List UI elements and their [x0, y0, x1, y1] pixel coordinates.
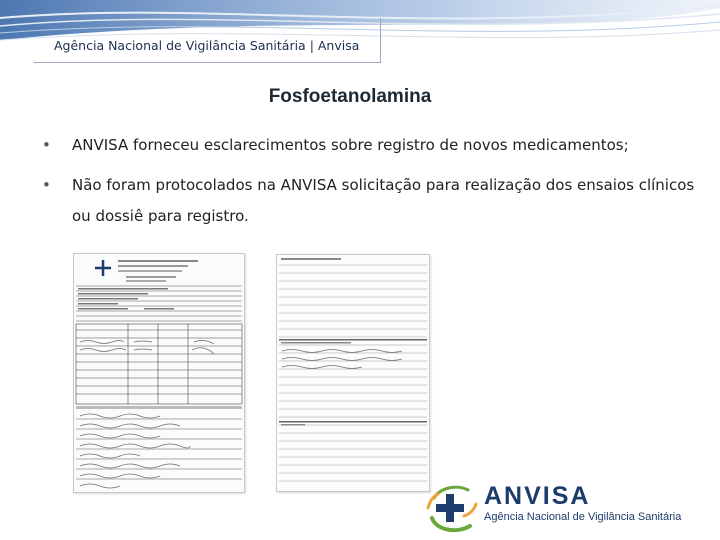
bullet-list	[42, 130, 702, 241]
anvisa-logo	[426, 480, 716, 536]
bullet-marker: •	[42, 176, 51, 194]
scanned-lined-document	[276, 254, 430, 492]
bullet-item	[42, 170, 702, 232]
header-divider	[34, 62, 380, 63]
logo-subtitle: Agência Nacional de Vigilância Sanitária	[484, 511, 682, 523]
logo-wordmark: ANVISA	[484, 482, 591, 510]
bullet-item	[42, 130, 702, 161]
agency-header: Agência Nacional de Vigilância Sanitária | Anvisa	[54, 38, 360, 53]
anvisa-cross-icon	[426, 480, 478, 536]
bullet-text: Não foram protocolados na ANVISA solicitação para realização dos ensaios clínicos ou dossiê para registro.	[72, 176, 695, 225]
slide-title: Fosfoetanolamina	[268, 86, 432, 107]
bullet-text: ANVISA forneceu esclarecimentos sobre registro de novos medicamentos;	[72, 136, 629, 154]
scanned-form-document	[73, 253, 245, 493]
bullet-marker: •	[42, 136, 51, 154]
header-divider-vertical	[380, 18, 381, 63]
